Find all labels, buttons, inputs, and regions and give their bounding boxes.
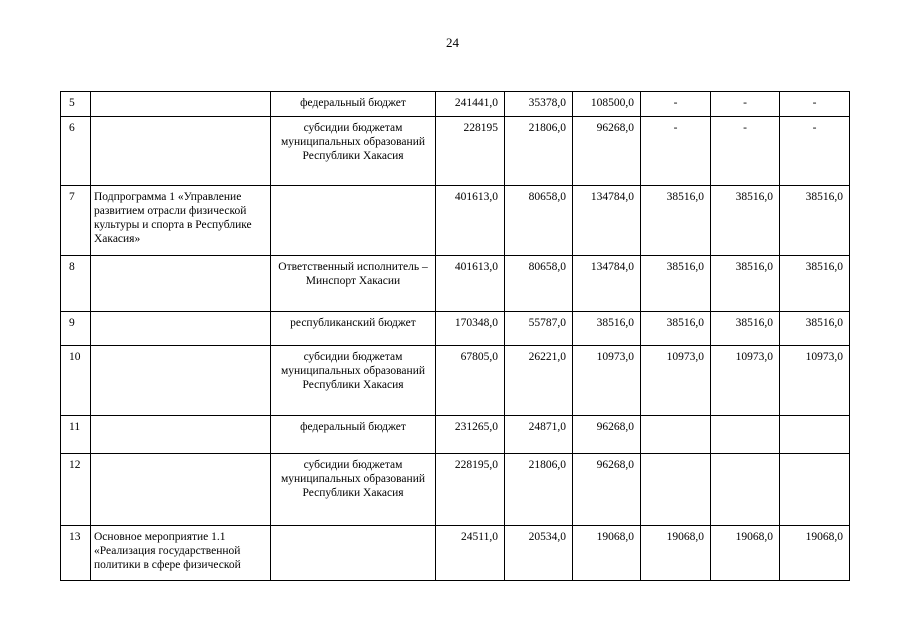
value-cell: 38516,0 <box>641 312 711 346</box>
value-cell: 19068,0 <box>641 526 711 581</box>
program-name <box>91 416 271 454</box>
funding-source: федеральный бюджет <box>271 92 436 117</box>
row-number: 13 <box>61 526 91 581</box>
funding-source: республиканский бюджет <box>271 312 436 346</box>
value-cell: 24871,0 <box>505 416 573 454</box>
value-cell: 80658,0 <box>505 186 573 256</box>
table-row <box>61 416 850 454</box>
value-cell: 134784,0 <box>573 256 641 312</box>
funding-source: субсидии бюджетам муниципальных образований Республики Хакасия <box>271 117 436 186</box>
table-row <box>61 346 850 416</box>
value-cell <box>780 454 850 526</box>
value-cell: - <box>711 117 780 186</box>
value-cell: - <box>641 92 711 117</box>
funding-source <box>271 186 436 256</box>
program-name <box>91 92 271 117</box>
value-cell: 241441,0 <box>436 92 505 117</box>
funding-source: Ответственный исполнитель – Минспорт Хакасии <box>271 256 436 312</box>
value-cell: 55787,0 <box>505 312 573 346</box>
program-name: Подпрограмма 1 «Управление развитием отрасли физической культуры и спорта в Республике Хакасия» <box>91 186 271 256</box>
value-cell: - <box>780 117 850 186</box>
value-cell: 38516,0 <box>711 312 780 346</box>
table-row <box>61 526 850 581</box>
row-number: 11 <box>61 416 91 454</box>
value-cell <box>780 416 850 454</box>
value-cell: 401613,0 <box>436 186 505 256</box>
value-cell: 21806,0 <box>505 117 573 186</box>
funding-source: субсидии бюджетам муниципальных образований Республики Хакасия <box>271 346 436 416</box>
program-name <box>91 346 271 416</box>
value-cell: 21806,0 <box>505 454 573 526</box>
value-cell: 228195,0 <box>436 454 505 526</box>
table-row <box>61 186 850 256</box>
table-row <box>61 117 850 186</box>
funding-source: субсидии бюджетам муниципальных образований Республики Хакасия <box>271 454 436 526</box>
value-cell: 67805,0 <box>436 346 505 416</box>
value-cell: 170348,0 <box>436 312 505 346</box>
value-cell: 24511,0 <box>436 526 505 581</box>
value-cell: 228195 <box>436 117 505 186</box>
value-cell: 96268,0 <box>573 416 641 454</box>
value-cell: 38516,0 <box>711 256 780 312</box>
value-cell: 19068,0 <box>711 526 780 581</box>
value-cell: 38516,0 <box>641 186 711 256</box>
row-number: 9 <box>61 312 91 346</box>
value-cell: 10973,0 <box>641 346 711 416</box>
value-cell: 10973,0 <box>573 346 641 416</box>
funding-source: федеральный бюджет <box>271 416 436 454</box>
value-cell: 10973,0 <box>780 346 850 416</box>
value-cell: - <box>780 92 850 117</box>
value-cell: 19068,0 <box>573 526 641 581</box>
value-cell: 38516,0 <box>711 186 780 256</box>
row-number: 12 <box>61 454 91 526</box>
row-number: 7 <box>61 186 91 256</box>
value-cell: 38516,0 <box>780 312 850 346</box>
value-cell <box>711 454 780 526</box>
program-name <box>91 117 271 186</box>
value-cell: 80658,0 <box>505 256 573 312</box>
table-row <box>61 256 850 312</box>
value-cell: 96268,0 <box>573 117 641 186</box>
table-row <box>61 92 850 117</box>
value-cell: 134784,0 <box>573 186 641 256</box>
value-cell: 38516,0 <box>573 312 641 346</box>
value-cell: - <box>711 92 780 117</box>
value-cell: 26221,0 <box>505 346 573 416</box>
page-number: 24 <box>446 35 459 50</box>
value-cell: 20534,0 <box>505 526 573 581</box>
value-cell: - <box>641 117 711 186</box>
value-cell: 231265,0 <box>436 416 505 454</box>
program-name <box>91 454 271 526</box>
value-cell: 96268,0 <box>573 454 641 526</box>
row-number: 6 <box>61 117 91 186</box>
value-cell: 10973,0 <box>711 346 780 416</box>
table-row <box>61 454 850 526</box>
program-name: Основное мероприятие 1.1 «Реализация государственной политики в сфере физической <box>91 526 271 581</box>
row-number: 5 <box>61 92 91 117</box>
value-cell <box>711 416 780 454</box>
value-cell: 38516,0 <box>780 186 850 256</box>
value-cell: 401613,0 <box>436 256 505 312</box>
value-cell: 19068,0 <box>780 526 850 581</box>
value-cell: 108500,0 <box>573 92 641 117</box>
row-number: 10 <box>61 346 91 416</box>
value-cell: 38516,0 <box>641 256 711 312</box>
program-name <box>91 312 271 346</box>
funding-source <box>271 526 436 581</box>
table-row <box>61 312 850 346</box>
value-cell <box>641 416 711 454</box>
value-cell: 35378,0 <box>505 92 573 117</box>
value-cell <box>641 454 711 526</box>
row-number: 8 <box>61 256 91 312</box>
value-cell: 38516,0 <box>780 256 850 312</box>
program-name <box>91 256 271 312</box>
budget-table <box>60 91 850 581</box>
